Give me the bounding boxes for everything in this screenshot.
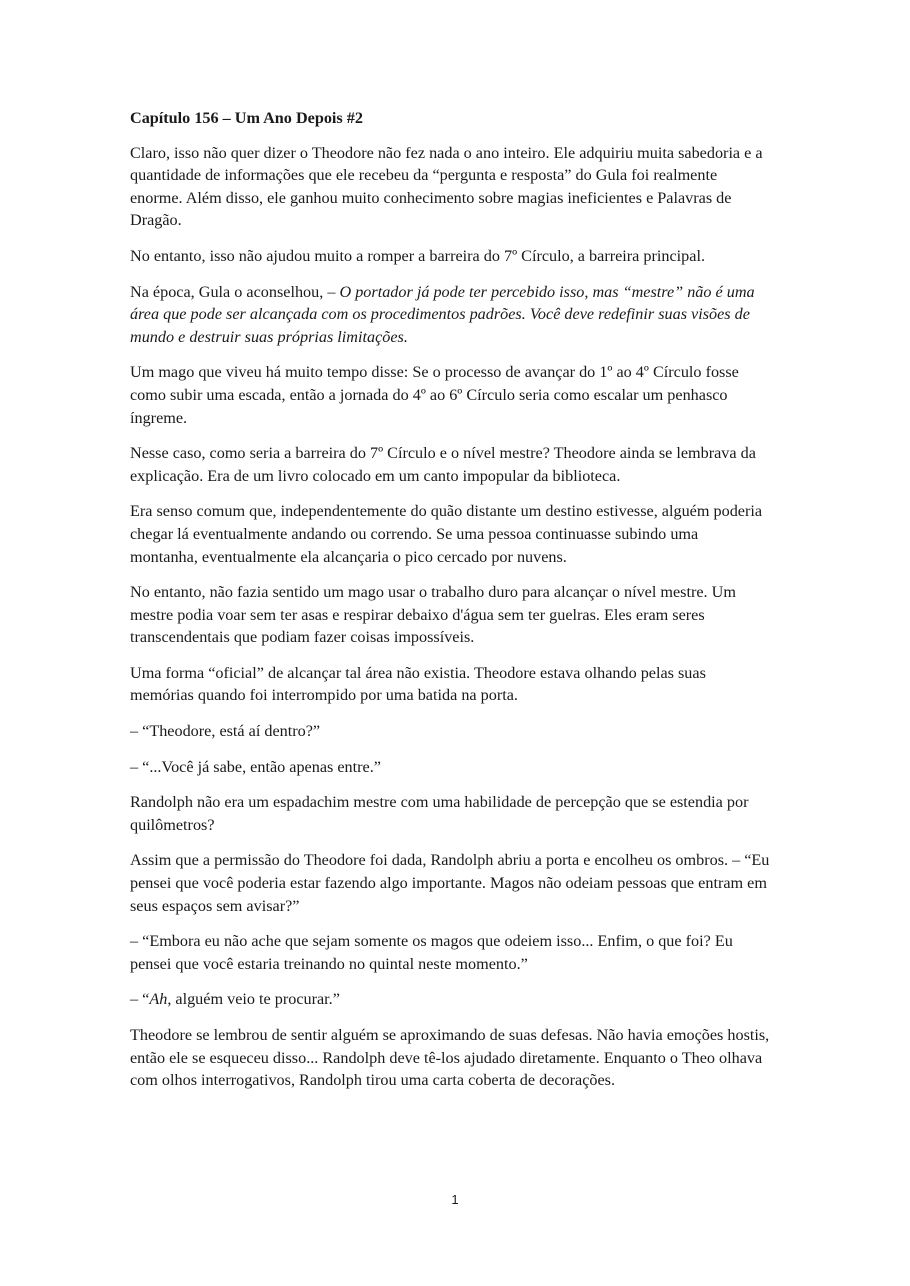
paragraph: Theodore se lembrou de sentir alguém se aproximando de suas defesas. Não havia emoções hostis, então ele se esqueceu disso... Randolph deve tê-los ajudado diretamente. Enquanto o Theo olhava com olhos interrogativos, Randolph tirou uma carta coberta de decorações. [130,1026,770,1090]
paragraph: No entanto, não fazia sentido um mago usar o trabalho duro para alcançar o nível mestre. Um mestre podia voar sem ter asas e respirar debaixo d'água sem ter guelras. Eles eram seres transcendentais que podiam fazer coisas impossíveis. [130,583,736,647]
paragraph: Era senso comum que, independentemente do quão distante um destino estivesse, alguém poderia chegar lá eventualmente andando ou correndo. Se uma pessoa continuasse subindo uma montanha, eventualmente ela alcançaria o pico cercado por nuvens. [130,502,763,566]
dialogue-line: – “...Você já sabe, então apenas entre.” [130,757,381,776]
dialogue-line [130,988,770,1011]
paragraph-suffix: , alguém veio te procurar.” [167,990,340,1009]
paragraph: No entanto, isso não ajudou muito a romper a barreira do 7º Círculo, a barreira principal. [130,246,705,265]
paragraph-italic: O portador já pode ter percebido isso, mas “mestre” não é uma área que pode ser alcançada com os procedimentos padrões. Você deve redefinir suas visões de mundo e destruir suas próprias limitações. [130,282,755,346]
paragraph: Um mago que viveu há muito tempo disse: Se o processo de avançar do 1º ao 4º Círculo fosse como subir uma escada, então a jornada do 4º ao 6º Círculo seria como escalar um penhasco íngreme. [130,363,739,427]
dialogue-line: – “Embora eu não ache que sejam somente os magos que odeiem isso... Enfim, o que foi? Eu pensei que você estaria treinando no quintal neste momento.” [130,932,733,973]
paragraph [130,281,770,349]
paragraph: Assim que a permissão do Theodore foi dada, Randolph abriu a porta e encolheu os ombros. – “Eu pensei que você poderia estar fazendo algo importante. Magos não odeiam pessoas que entram em seus espaços sem avisar?” [130,851,770,915]
paragraph: Uma forma “oficial” de alcançar tal área não existia. Theodore estava olhando pelas suas memórias quando foi interrompido por uma batida na porta. [130,663,706,705]
paragraph: Nesse caso, como seria a barreira do 7º Círculo e o nível mestre? Theodore ainda se lembrava da explicação. Era de um livro colocado em um canto impopular da biblioteca. [130,444,756,485]
paragraph: Claro, isso não quer dizer o Theodore não fez nada o ano inteiro. Ele adquiriu muita sabedoria e a quantidade de informações que ele recebeu da “pergunta e resposta” do Gula foi realmente enorme. Além disso, ele ganhou muito conhecimento sobre magias ineficientes e Palavras de Dragão. [130,143,763,230]
paragraph-prefix: – “ [130,990,150,1009]
page-number: 1 [451,1192,459,1207]
chapter-title: Capítulo 156 – Um Ano Depois #2 [130,109,363,127]
paragraph: Randolph não era um espadachim mestre com uma habilidade de percepção que se estendia por quilômetros? [130,793,749,834]
paragraph-italic: Ah [149,990,168,1009]
dialogue-line: – “Theodore, está aí dentro?” [130,722,321,741]
paragraph-prefix: Na época, Gula o aconselhou, – [130,282,340,301]
document-body [130,107,770,1105]
